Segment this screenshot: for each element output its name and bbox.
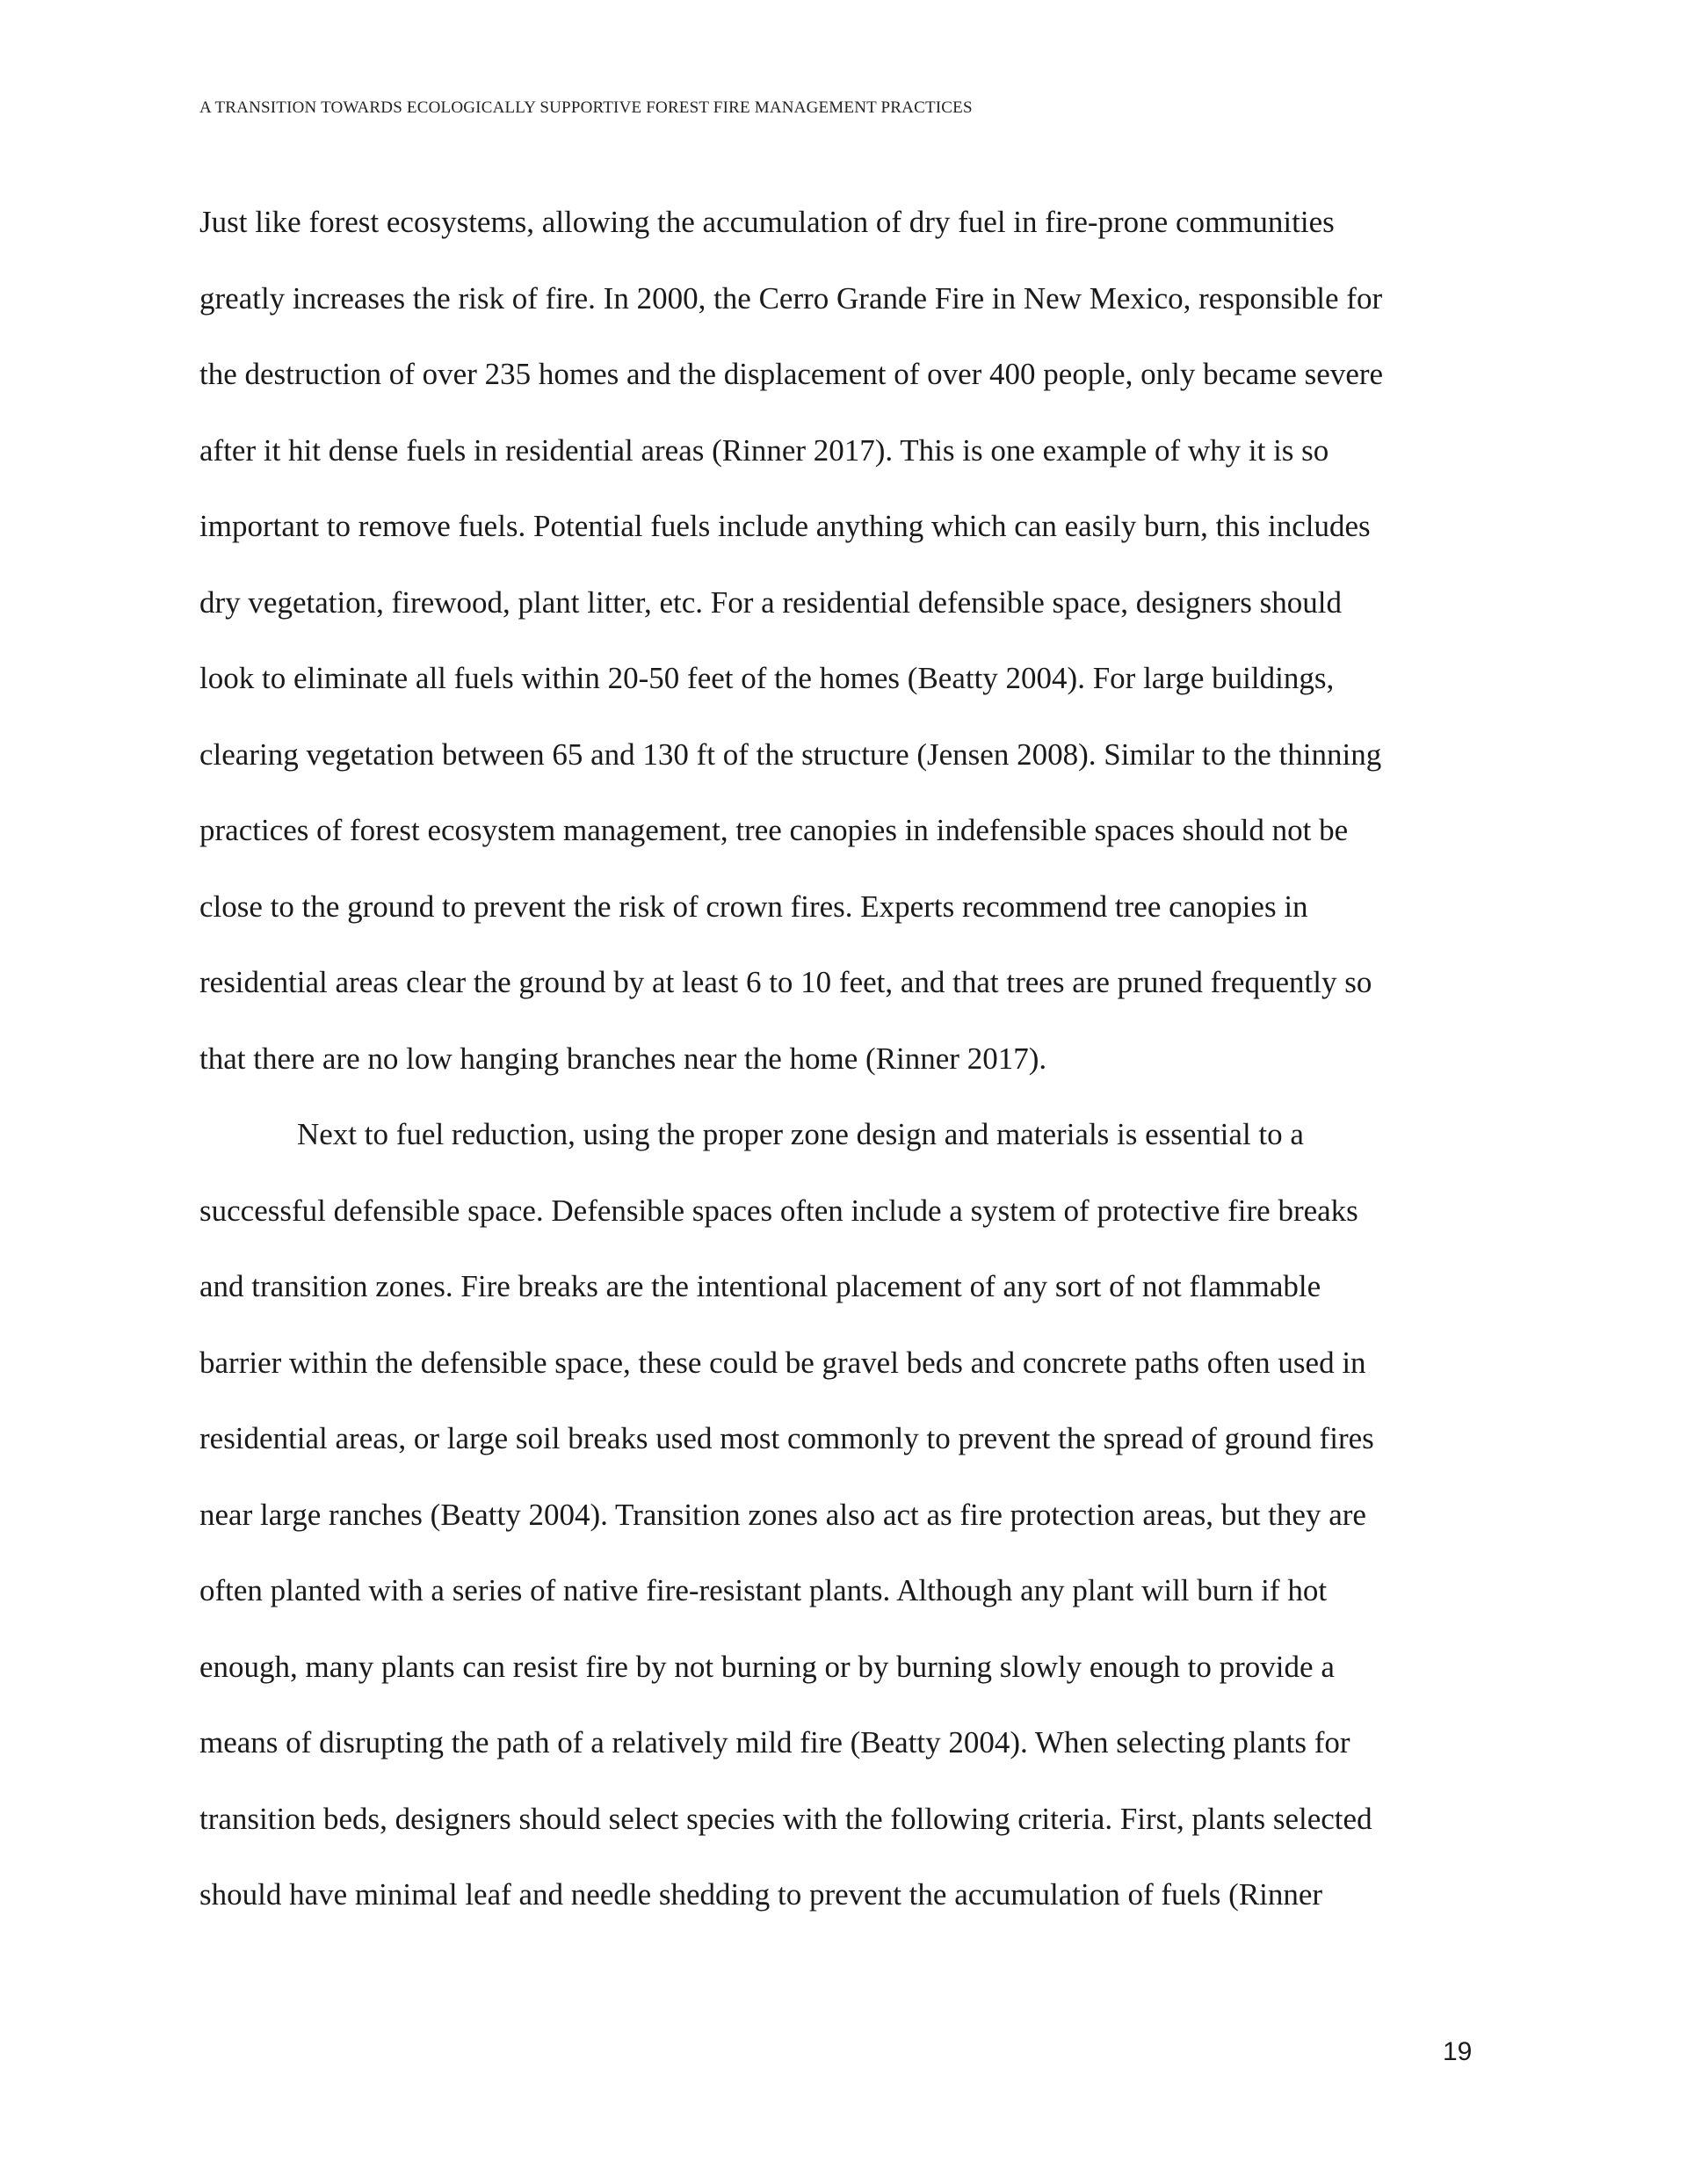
- text-line: near large ranches (Beatty 2004). Transition zones also act as fire protection areas, but they are: [199, 1497, 1366, 1532]
- body-text: [199, 193, 1491, 1942]
- text-line: greatly increases the risk of fire. In 2000, the Cerro Grande Fire in New Mexico, responsible for: [199, 280, 1383, 316]
- text-line: after it hit dense fuels in residential areas (Rinner 2017). This is one example of why it is so: [199, 432, 1329, 468]
- text-line: the destruction of over 235 homes and the displacement of over 400 people, only became severe: [199, 357, 1384, 391]
- text-line: residential areas clear the ground by at least 6 to 10 feet, and that trees are pruned frequently so: [199, 965, 1372, 999]
- text-line: clearing vegetation between 65 and 130 ft of the structure (Jensen 2008). Similar to the thinning: [199, 736, 1382, 772]
- text-line: enough, many plants can resist fire by not burning or by burning slowly enough to provide a: [199, 1649, 1335, 1684]
- paragraph-fuel-removal: [199, 193, 1491, 1106]
- text-line: close to the ground to prevent the risk of crown fires. Experts recommend tree canopies in: [199, 889, 1308, 924]
- text-line: should have minimal leaf and needle shedding to prevent the accumulation of fuels (Rinner: [199, 1877, 1323, 1912]
- text-line: Just like forest ecosystems, allowing the accumulation of dry fuel in fire-prone communities: [199, 205, 1335, 239]
- text-line: that there are no low hanging branches near the home (Rinner 2017).: [199, 1041, 1047, 1076]
- paragraph-zone-design: [199, 1106, 1491, 1942]
- text-line: barrier within the defensible space, these could be gravel beds and concrete paths often used in: [199, 1345, 1366, 1380]
- text-line-indented: Next to fuel reduction, using the proper zone design and materials is essential to a: [297, 1117, 1304, 1151]
- text-line: successful defensible space. Defensible spaces often include a system of protective fire breaks: [199, 1193, 1358, 1228]
- text-line: look to eliminate all fuels within 20-50 feet of the homes (Beatty 2004). For large buildings,: [199, 661, 1335, 695]
- text-line: means of disrupting the path of a relatively mild fire (Beatty 2004). When selecting plants for: [199, 1725, 1350, 1760]
- text-line: important to remove fuels. Potential fuels include anything which can easily burn, this includes: [199, 509, 1371, 543]
- text-line: residential areas, or large soil breaks used most commonly to prevent the spread of ground fires: [199, 1421, 1374, 1455]
- text-line: often planted with a series of native fire-resistant plants. Although any plant will burn if hot: [199, 1573, 1328, 1607]
- text-line: practices of forest ecosystem management, tree canopies in indefensible spaces should not be: [199, 813, 1349, 847]
- text-line: and transition zones. Fire breaks are the intentional placement of any sort of not flammable: [199, 1269, 1321, 1303]
- text-line: dry vegetation, firewood, plant litter, etc. For a residential defensible space, designers should: [199, 584, 1343, 620]
- text-line: transition beds, designers should select species with the following criteria. First, plants selected: [199, 1801, 1372, 1836]
- running-header: A TRANSITION TOWARDS ECOLOGICALLY SUPPORTIVE FOREST FIRE MANAGEMENT PRACTICES: [199, 98, 973, 117]
- page-number: 19: [1443, 2037, 1473, 2066]
